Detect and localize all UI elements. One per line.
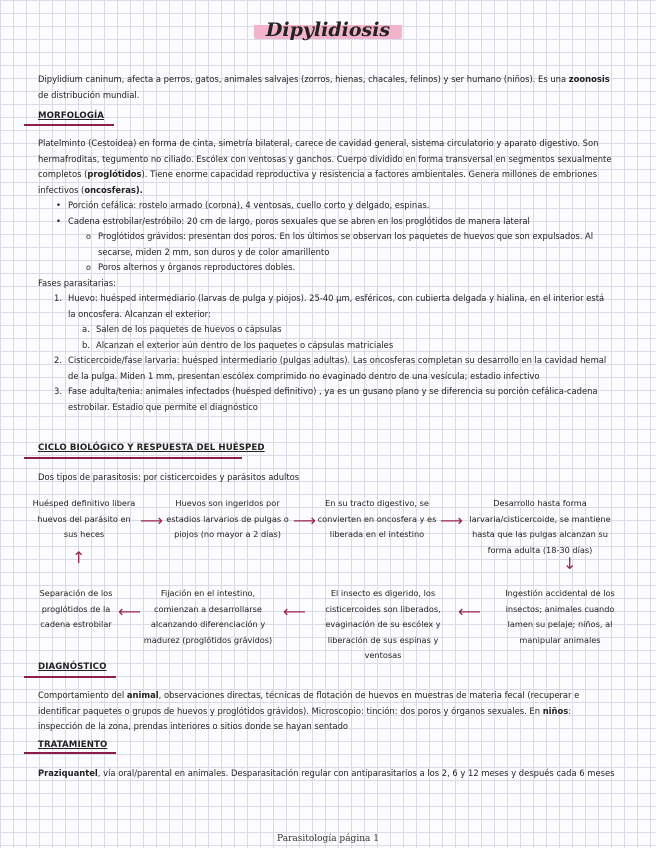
diagnostico-text-3: : inspección de la zona, prendas interiores o sitios donde se hayan sentado — [38, 705, 572, 731]
arrow-right-icon: ⟶ — [293, 511, 316, 530]
morfologia-bullets — [68, 198, 613, 229]
sub-bullet-poros: o Poros alternos y órganos reproductores dobles. — [98, 260, 613, 276]
diagnostico-rule — [24, 676, 116, 678]
arrow-left-icon: ⟵ — [458, 602, 481, 621]
fase-1a — [82, 322, 613, 338]
praziquantel-term: Praziquantel — [38, 768, 98, 778]
bullet-porcion-cefalica: • Porción cefálica: rostelo armado (corona), 4 ventosas, cuello corto y delgado, espinas. — [68, 198, 613, 214]
cycle-box-7: Fijación en el intestino, comienzan a desarrollarse alcanzando diferenciación y madurez (proglótidos grávidos) — [143, 588, 273, 645]
morfologia-paragraph — [38, 136, 613, 198]
diagnostico-text-2: , observaciones directas, técnicas de flotación de huevos en muestras de materia fecal (recuperar e identificar paquetes o grupos de huevos y proglótidos grávidos). Microscopio: tinción: dos poros y órganos sexuales. En — [38, 690, 580, 716]
bullet-cadena-estrobilar: • Cadena estrobilar/estróbilo: 20 cm de largo, poros sexuales que se abren en los proglótidos de manera lateral — [68, 214, 613, 230]
diagnostico-heading: DIAGNÓSTICO — [38, 662, 107, 672]
arrow-left-icon: ⟵ — [118, 602, 141, 621]
fase-3 — [54, 384, 613, 415]
intro-text-end: de distribución mundial. — [38, 89, 140, 100]
fase-3-number: 3. — [54, 386, 62, 396]
arrow-right-icon: ⟶ — [440, 511, 463, 530]
fase-1-number: 1. — [54, 293, 62, 303]
fases-label: Fases parasitarias: — [38, 277, 116, 288]
cycle-box-8: Separación de los proglótidos de la cadena estrobilar — [39, 588, 113, 629]
fase-1b-mark: b. — [82, 339, 90, 350]
diagnostico-paragraph — [38, 688, 613, 735]
sub-bullet-proglotidos: o Proglótidos grávidos: presentan dos poros. En los últimos se observan los paquetes de huevos que son expulsados. Al secarse, miden 2 mm, son duros y de color amarillento — [98, 229, 613, 260]
fase-1a-mark: a. — [82, 324, 90, 334]
cycle-box-5: Ingestión accidental de los insectos; animales cuando lamen su pelaje; niños, al manipular animales — [505, 588, 615, 645]
ciclo-rule — [24, 457, 242, 459]
fase-3-text: Fase adulta/tenia: animales infectados (huésped definitivo) , ya es un gusano plano y se diferencia su porción cefálica-cadena estrobilar. Estadio que permite el diagnóstico — [68, 386, 598, 412]
intro-zoonosis: zoonosis — [568, 74, 610, 84]
morfologia-subbullets — [98, 229, 613, 276]
cycle-box-6: El insecto es digerido, los cisticercoides son liberados, evaginación de su escólex y liberación de sus espinas y ventosas — [325, 588, 441, 660]
cycle-box-3: En su tracto digestivo, se convierten en oncosfera y es liberada en el intestino — [317, 498, 437, 539]
diagnostico-text-1: Comportamiento del — [38, 690, 127, 700]
morfologia-text-2: ). Tiene enorme capacidad reproductiva y resistencia a factores ambientales. Genera millones de embriones infectivos ( — [38, 169, 598, 195]
tratamiento-text: , vía oral/parental en animales. Desparasitación regular con antiparasitarios a los 2, 6 y 12 meses y después cada 6 meses — [97, 768, 615, 778]
ciclo-intro: Dos tipos de parasitosis: por cisticercoides y parásitos adultos — [38, 472, 300, 482]
fase-1a-text: Salen de los paquetes de huevos o cápsulas — [96, 324, 282, 334]
tratamiento-paragraph — [38, 766, 618, 782]
tratamiento-heading: TRATAMIENTO — [38, 740, 108, 750]
fase-1b — [82, 338, 613, 354]
fase-2 — [54, 353, 613, 384]
cycle-box-1: Huésped definitivo libera huevos del parásito en sus heces — [32, 498, 136, 539]
tratamiento-rule — [24, 752, 116, 754]
ninos-term: niños — [542, 705, 569, 716]
intro-text: Dipylidium caninum, afecta a perros, gatos, animales salvajes (zorros, hienas, chacales, felinos) y ser humano (niños). Es una — [38, 74, 569, 84]
arrow-down-icon: ↓ — [563, 554, 577, 573]
arrow-up-icon: ↑ — [72, 548, 86, 567]
cycle-box-4: Desarrollo hasta forma larvaria/cisticercoide, se mantiene hasta que las pulgas alcanzan su forma adulta (18-30 días) — [469, 498, 611, 555]
oncosferas-term: oncosferas). — [84, 184, 143, 195]
page-footer: Parasitología página 1 — [277, 834, 379, 844]
fase-2-number: 2. — [54, 355, 62, 365]
animal-term: animal — [126, 690, 159, 700]
cycle-box-2: Huevos son ingeridos por estadios larvarios de pulgas o piojos (no mayor a 2 días) — [166, 498, 289, 539]
arrow-left-icon: ⟵ — [283, 602, 306, 621]
fase-2-text: Cisticercoide/fase larvaria: huésped intermediario (pulgas adultas). Las oncosferas completan su desarrollo en la cavidad hemal de la pulga. Miden 1 mm, presentan escólex comprimido no evaginado dentro de una vesícula; estadio infectivo — [68, 355, 607, 381]
fase-1b-text: Alcanzan el exterior aún dentro de los paquetes o cápsulas matriciales — [96, 339, 394, 350]
proglotidos-term: proglótidos — [87, 169, 142, 179]
ciclo-heading: CICLO BIOLÓGICO Y RESPUESTA DEL HUÉSPED — [38, 443, 265, 453]
morfologia-heading: MORFOLOGÍA — [38, 111, 105, 121]
intro-paragraph — [38, 72, 613, 103]
morfologia-text-1: Platelminto (Cestoidea) en forma de cinta, simetría bilateral, carece de cavidad general, sistema circulatorio y aparato digestivo. Son hermafroditas, tegumento no ciliado. Escólex con ventosas y ganchos. Cuerpo dividido en forma transversal en segmentos sexualmente completos ( — [38, 138, 612, 179]
title-area — [0, 18, 656, 42]
fase-1 — [54, 291, 613, 322]
arrow-right-icon: ⟶ — [140, 511, 163, 530]
morfologia-rule — [24, 124, 114, 126]
morfologia-section — [38, 136, 613, 415]
fase-1-text: Huevo: huésped intermediario (larvas de pulga y piojos). 25-40 µm, esféricos, con cubierta delgada y hialina, en el interior está la oncosfera. Alcanzan el exterior: — [68, 293, 605, 319]
page-title: Dipylidiosis — [254, 18, 402, 42]
